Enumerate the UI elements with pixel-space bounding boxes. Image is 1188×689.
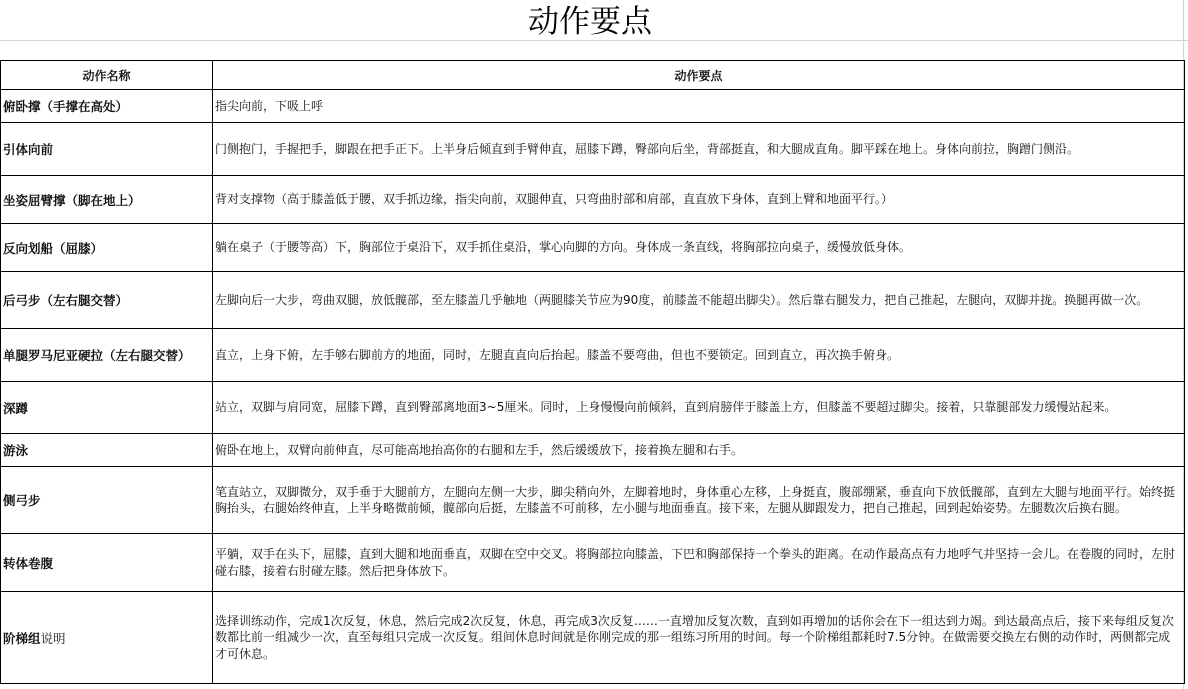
table-row [1, 272, 1185, 329]
table-row [1, 176, 1185, 224]
cell-exercise-name[interactable]: 坐姿屈臂撑（脚在地上） [1, 176, 213, 224]
cell-exercise-name[interactable]: 游泳 [1, 434, 213, 467]
header-exercise-name[interactable]: 动作名称 [1, 61, 213, 90]
cell-exercise-desc[interactable]: 俯卧在地上，双臂向前伸直，尽可能高地抬高你的右腿和左手，然后缓缓放下，接着换左腿和右手。 [213, 434, 1185, 467]
cell-exercise-desc[interactable]: 门侧抱门，手握把手，脚跟在把手正下。上半身后倾直到手臂伸直，屈膝下蹲，臀部向后坐，背部挺直，和大腿成直角。脚平踩在地上。身体向前拉，胸蹭门侧沿。 [213, 123, 1185, 176]
cell-exercise-name[interactable]: 反向划船（屈膝） [1, 224, 213, 272]
table-header-row [1, 61, 1185, 90]
header-exercise-points[interactable]: 动作要点 [213, 61, 1185, 90]
exercise-table [0, 60, 1185, 684]
cell-exercise-desc[interactable]: 背对支撑物（高于膝盖低于腰，双手抓边缘，指尖向前，双腿伸直，只弯曲肘部和肩部，直直放下身体，直到上臂和地面平行。） [213, 176, 1185, 224]
table-row [1, 224, 1185, 272]
ladder-set-suffix: 说明 [40, 630, 66, 646]
ladder-set-name: 阶梯组 [3, 630, 41, 646]
cell-exercise-name[interactable] [1, 592, 213, 684]
cell-exercise-desc[interactable]: 指尖向前，下吸上呼 [213, 90, 1185, 123]
cell-exercise-desc[interactable]: 站立，双脚与肩同宽，屈膝下蹲，直到臀部离地面3~5厘米。同时，上身慢慢向前倾斜，直到肩膀伴于膝盖上方，但膝盖不要超过脚尖。接着，只靠腿部发力缓慢站起来。 [213, 382, 1185, 434]
cell-exercise-desc[interactable]: 选择训练动作，完成1次反复，休息，然后完成2次反复，休息，再完成3次反复……一直增加反复次数，直到如再增加的话你会在下一组达到力竭。到达最高点后，接下来每组反复次数都比前一组减少一次，直至每组只完成一次反复。组间休息时间就是你刚完成的那一组练习所用的时间。每一个阶梯组都耗时7.5分钟。在做需要交换左右侧的动作时，两侧都完成才可休息。 [213, 592, 1185, 684]
table-row [1, 329, 1185, 382]
cell-exercise-name[interactable]: 俯卧撑（手撑在高处） [1, 90, 213, 123]
table-row [1, 123, 1185, 176]
cell-exercise-desc[interactable]: 左脚向后一大步，弯曲双腿，放低髋部，至左膝盖几乎触地（两腿膝关节应为90度，前膝盖不能超出脚尖）。然后靠右腿发力，把自己推起，左腿向，双脚并拢。换腿再做一次。 [213, 272, 1185, 329]
table-row [1, 382, 1185, 434]
table-row [1, 434, 1185, 467]
table-row [1, 90, 1185, 123]
table-row [1, 534, 1185, 592]
cell-exercise-name[interactable]: 侧弓步 [1, 467, 213, 534]
cell-exercise-desc[interactable]: 直立，上身下俯，左手够右脚前方的地面，同时，左腿直直向后抬起。膝盖不要弯曲，但也不要锁定。回到直立，再次换手俯身。 [213, 329, 1185, 382]
sheet-gridline-horizontal [0, 40, 1188, 41]
cell-exercise-name[interactable]: 引体向前 [1, 123, 213, 176]
cell-exercise-name[interactable]: 后弓步（左右腿交替） [1, 272, 213, 329]
table-row [1, 592, 1185, 684]
page-title: 动作要点 [528, 4, 652, 40]
cell-exercise-name[interactable]: 转体卷腹 [1, 534, 213, 592]
cell-exercise-desc[interactable]: 笔直站立，双脚微分，双手垂于大腿前方，左腿向左侧一大步，脚尖稍向外，左脚着地时，身体重心左移，上身挺直，腹部绷紧，垂直向下放低髋部，直到左大腿与地面平行。始终挺胸抬头，右腿始终伸直，上半身略微前倾，髋部向后挺，左膝盖不可前移，左小腿与地面垂直。接下来，左腿从脚跟发力，把自己推起，回到起始姿势。左腿数次后换右腿。 [213, 467, 1185, 534]
cell-exercise-name[interactable]: 单腿罗马尼亚硬拉（左右腿交替） [1, 329, 213, 382]
cell-exercise-desc[interactable]: 平躺，双手在头下，屈膝，直到大腿和地面垂直，双脚在空中交叉。将胸部拉向膝盖，下巴和胸部保持一个拳头的距离。在动作最高点有力地呼气并坚持一会儿。在卷腹的同时，左肘碰右膝，接着右肘碰左膝。然后把身体放下。 [213, 534, 1185, 592]
table-row [1, 467, 1185, 534]
cell-exercise-desc[interactable]: 躺在桌子（于腰等高）下，胸部位于桌沿下，双手抓住桌沿，掌心向脚的方向。身体成一条直线，将胸部拉向桌子，缓慢放低身体。 [213, 224, 1185, 272]
cell-exercise-name[interactable]: 深蹲 [1, 382, 213, 434]
